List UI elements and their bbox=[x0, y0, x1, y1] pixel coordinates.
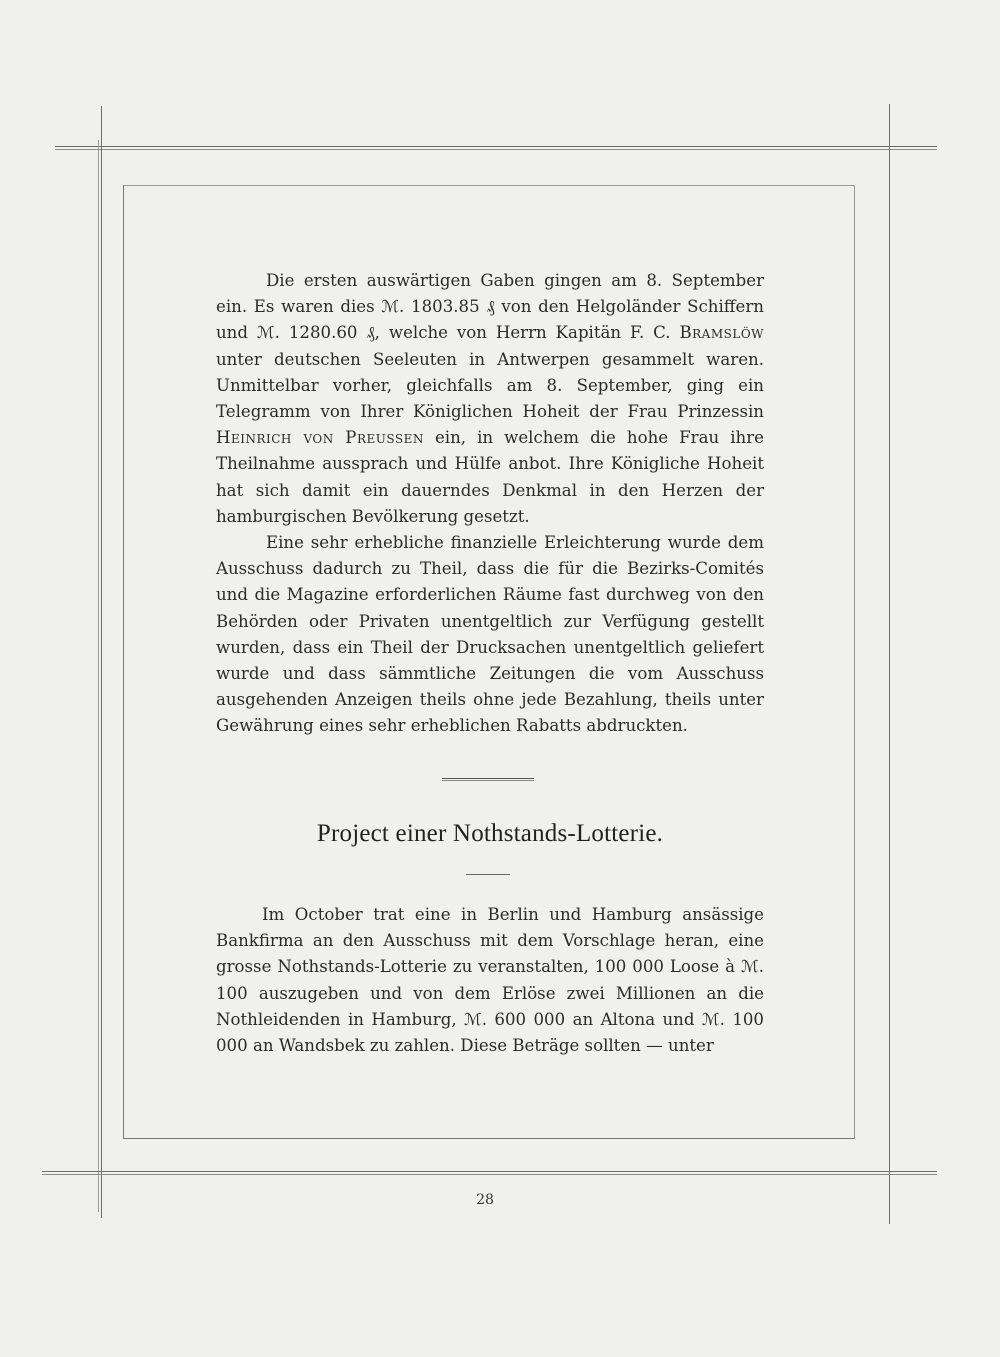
bottom-frame-rule bbox=[42, 1171, 937, 1172]
paragraph bbox=[216, 268, 764, 530]
heading-underline bbox=[466, 874, 510, 875]
text-run: unter deutschen Seeleuten in Antwerpen gesammelt waren. Unmittelbar vorher, gleichfalls am 8. September, ging ein Telegramm von Ihrer Königlichen Hoheit der Frau Prinzessin bbox=[216, 349, 764, 422]
text-run: ein, in welchem die hohe Frau ihre Theilnahme aussprach und Hülfe anbot. Ihre Königliche Hoheit hat sich damit ein dauerndes Denkmal in den Herzen der hamburgischen Bevölkerung gesetzt. bbox=[216, 428, 764, 526]
left-frame-rule-inner bbox=[98, 140, 99, 1212]
top-frame-rule bbox=[55, 146, 937, 147]
left-frame-rule bbox=[101, 106, 102, 1218]
section-divider bbox=[442, 778, 534, 779]
text-run: Im October trat eine in Berlin und Hamburg ansässige Bankfirma an den Ausschuss mit dem Vorschlage heran, eine grosse Nothstands-Lotterie zu veranstalten, 100 000 Loose à ℳ. 100 auszugeben und von dem Erlöse zwei Millionen an die Nothleidenden in Hamburg, ℳ. 600 000 an Altona und ℳ. 100 000 an Wandsbek zu zahlen. Diese Beträge sollten — unter bbox=[216, 905, 764, 1056]
text-run: Eine sehr erhebliche finanzielle Erleichterung wurde dem Ausschuss dadurch zu Theil, dass die für die Bezirks-Comités und die Magazine erforderlichen Räume fast durchweg von den Behörden oder Privaten unentgeltlich zur Verfügung gestellt wurden, dass ein Theil der Drucksachen unentgeltlich geliefert wurde und dass sämmtliche Zeitungen die vom Ausschuss ausgehenden Anzeigen theils ohne jede Bezahlung, theils unter Gewährung eines sehr erheblichen Rabatts abdruckten. bbox=[216, 533, 764, 736]
paragraph bbox=[216, 902, 764, 1059]
section-heading: Project einer Nothstands-Lotterie. bbox=[316, 820, 664, 847]
paragraph bbox=[216, 530, 764, 740]
body-text-bottom bbox=[216, 902, 764, 1059]
right-frame-rule bbox=[889, 104, 890, 1224]
small-caps-name: Heinrich von Preussen bbox=[216, 428, 424, 448]
text-run: Die ersten auswärtigen Gaben gingen am 8. September ein. Es waren dies ℳ. 1803.85 ₰ von den Helgoländer Schiffern und ℳ. 1280.60 ₰, welche von Herrn Kapitän F. C. bbox=[216, 271, 764, 343]
body-text-top bbox=[216, 268, 764, 740]
small-caps-name: Bramslöw bbox=[679, 323, 764, 343]
page-number: 28 bbox=[476, 1192, 494, 1208]
